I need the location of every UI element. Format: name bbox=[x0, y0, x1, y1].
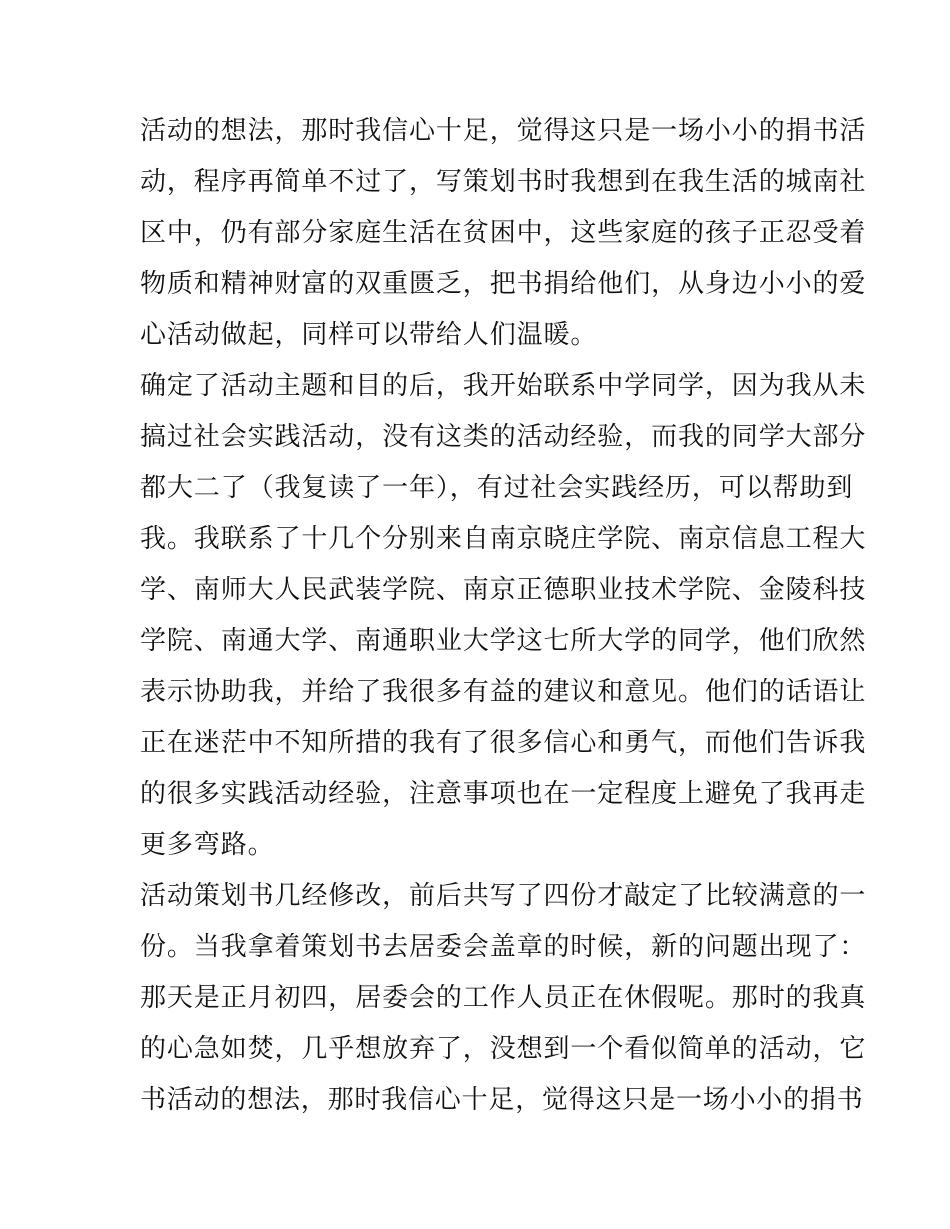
text-line: 都大二了（我复读了一年），有过社会实践经历，可以帮助到 bbox=[140, 473, 854, 503]
text-line: 活动策划书几经修改，前后共写了四份才敲定了比较满意的一 bbox=[140, 881, 867, 911]
text-line: 我。我联系了十几个分别来自南京晓庄学院、南京信息工程大 bbox=[140, 524, 867, 554]
text-line: 确定了活动主题和目的后，我开始联系中学同学，因为我从未 bbox=[140, 371, 867, 401]
text-line: 表示协助我，并给了我很多有益的建议和意见。他们的话语让 bbox=[140, 677, 867, 707]
text-line: 活动的想法，那时我信心十足，觉得这只是一场小小的捐书活 bbox=[140, 116, 867, 146]
body-text bbox=[140, 106, 867, 1126]
text-line: 学、南师大人民武装学院、南京正德职业技术学院、金陵科技 bbox=[140, 575, 867, 605]
text-line: 心活动做起，同样可以带给人们温暖。 bbox=[140, 320, 598, 350]
text-line: 那天是正月初四，居委会的工作人员正在休假呢。那时的我真 bbox=[140, 983, 867, 1013]
text-line: 学院、南通大学、南通职业大学这七所大学的同学，他们欣然 bbox=[140, 626, 867, 656]
text-line: 物质和精神财富的双重匮乏，把书捐给他们，从身边小小的爱 bbox=[140, 269, 867, 299]
text-line: 搞过社会实践活动，没有这类的活动经验，而我的同学大部分 bbox=[140, 422, 867, 452]
text-line: 的很多实践活动经验，注意事项也在一定程度上避免了我再走 bbox=[140, 779, 867, 809]
text-line: 书活动的想法，那时我信心十足，觉得这只是一场小小的捐书 bbox=[140, 1085, 864, 1115]
text-line: 更多弯路。 bbox=[140, 830, 275, 860]
text-line: 动，程序再简单不过了，写策划书时我想到在我生活的城南社 bbox=[140, 167, 867, 197]
text-line: 正在迷茫中不知所措的我有了很多信心和勇气，而他们告诉我 bbox=[140, 728, 867, 758]
text-line: 份。当我拿着策划书去居委会盖章的时候，新的问题出现了： bbox=[140, 932, 867, 962]
text-line: 区中，仍有部分家庭生活在贫困中，这些家庭的孩子正忍受着 bbox=[140, 218, 867, 248]
text-line: 的心急如焚，几乎想放弃了，没想到一个看似简单的活动，它 bbox=[140, 1034, 867, 1064]
